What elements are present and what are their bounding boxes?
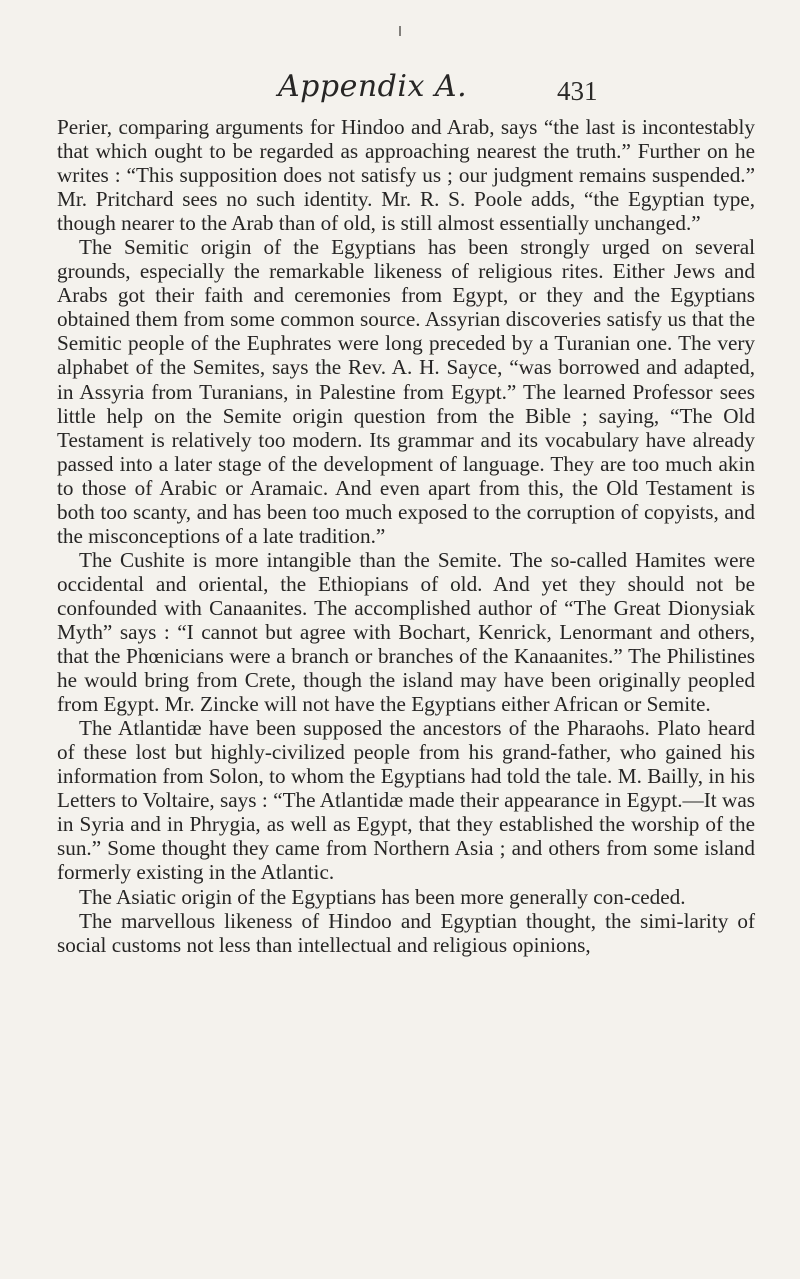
paragraph-6: The marvellous likeness of Hindoo and Egyptian thought, the simi-larity of social customs not less than intellectual and religious opinions, [57, 908, 755, 957]
paragraph-2: The Semitic origin of the Egyptians has been strongly urged on several grounds, especially the remarkable likeness of religious rites. Either Jews and Arabs got their faith and ceremonies from Egypt, or they and the Egyptians obtained them from some common source. Assyrian discoveries satisfy us that the Semitic people of the Euphrates were long preceded by a Turanian one. The very alphabet of the Semites, says the Rev. A. H. Sayce, “was borrowed and adapted, in Assyria from Turanians, in Palestine from Egypt.” The learned Professor sees little help on the Semite origin question from the Bible ; saying, “The Old Testament is relatively too modern. Its grammar and its vocabulary have already passed into a later stage of the development of language. They are too much akin to those of Arabic or Aramaic. And even apart from this, the Old Testament is both too scanty, and has been too much exposed to the corruption of copyists, and the misconceptions of a late tradition.” [57, 235, 755, 548]
paragraph-1: Perier, comparing arguments for Hindoo and Arab, says “the last is incontestably that which ought to be regarded as approaching nearest the truth.” Further on he writes : “This supposition does not satisfy us ; our judgment remains suspended.” Mr. Pritchard sees no such identity. Mr. R. S. Poole adds, “the Egyptian type, though nearer to the Arab than of old, is still almost essentially unchanged.” [57, 115, 755, 236]
printer-mark [399, 26, 401, 36]
running-head: Appendix A. [278, 69, 468, 104]
paragraph-3: The Cushite is more intangible than the Semite. The so-called Hamites were occidental and oriental, the Ethiopians of old. And yet they should not be confounded with Canaanites. The accomplished author of “The Great Dionysiak Myth” says : “I cannot but agree with Bochart, Kenrick, Lenormant and others, that the Phœnicians were a branch or branches of the Kanaanites.” The Philistines he would bring from Crete, though the island may have been originally peopled from Egypt. Mr. Zincke will not have the Egyptians either African or Semite. [57, 547, 755, 717]
body-text [57, 115, 755, 957]
paragraph-5: The Asiatic origin of the Egyptians has been more generally con-ceded. [79, 884, 686, 909]
page-number: 431 [557, 76, 598, 106]
paragraph-4: The Atlantidæ have been supposed the ancestors of the Pharaohs. Plato heard of these lost but highly-civilized people from his grand-father, who gained his information from Solon, to whom the Egyptians had told the tale. M. Bailly, in his Letters to Voltaire, says : “The Atlantidæ made their appearance in Egypt.—It was in Syria and in Phrygia, as well as Egypt, that they established the worship of the sun.” Some thought they came from Northern Asia ; and others from some island formerly existing in the Atlantic. [57, 716, 755, 885]
